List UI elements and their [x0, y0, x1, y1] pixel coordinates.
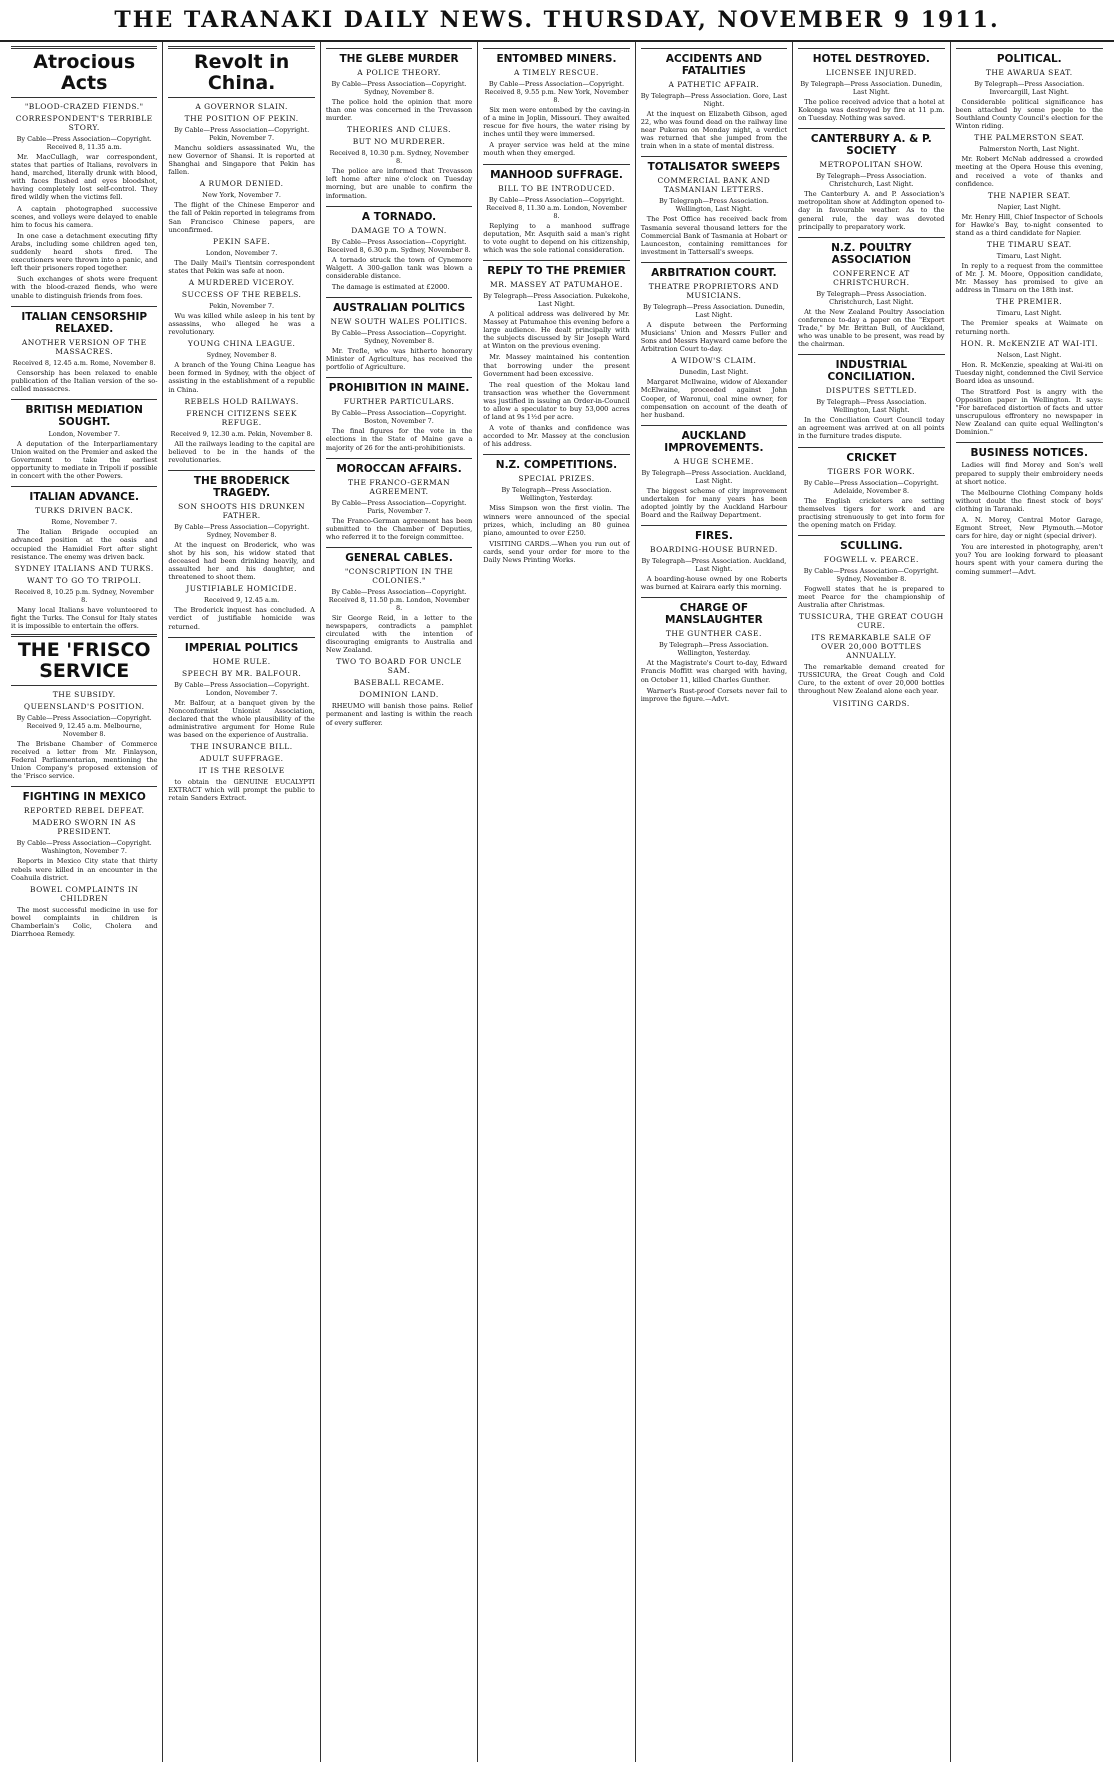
article-paragraph: Warner's Rust-proof Corsets never fail to improve the figure.—Advt. [640, 686, 788, 703]
dateline: Timaru, Last Night. [996, 309, 1062, 318]
dateline: Timaru, Last Night. [996, 252, 1062, 261]
article-paragraph: A tornado struck the town of Cynemore Walgett. A 300-gallon tank was blown a considerable distance. [325, 255, 473, 280]
article-subhead: MR. MASSEY AT PATUMAHOE. [490, 279, 623, 289]
article-subhead: REBELS HOLD RAILWAYS. [184, 396, 299, 406]
article-paragraph: The damage is estimated at £2000. [331, 282, 450, 291]
dateline: By Telegraph—Press Association. Dunedin, Last Night. [800, 80, 943, 96]
dateline: By Cable—Press Association—Copyright. Pekin, November 7. [174, 126, 310, 142]
article-headline: CRICKET [798, 447, 944, 464]
article-subhead: "CONSCRIPTION IN THE COLONIES." [344, 566, 454, 585]
article-subhead: "BLOOD-CRAZED FIENDS." [24, 102, 144, 111]
article-paragraph: RHEUMO will banish those pains. Relief permanent and lasting is within the reach of every sufferer. [325, 702, 473, 727]
article-paragraph: The police are informed that Trevasson left home after nine o'clock on Tuesday morning, but are unable to confirm the information. [325, 167, 473, 200]
article-paragraph: Sir George Reid, in a letter to the newspapers, contradicts a pamphlet circulated with the intention of discouraging emigrants to Australia and New Zealand. [325, 613, 473, 655]
article-subhead: FOGWELL v. PEARCE. [823, 554, 919, 564]
dateline: By Cable—Press Association—Copyright. Sydney, November 8. [174, 522, 310, 539]
article-subhead: BASEBALL RECAME. [353, 678, 445, 688]
article-paragraph: The Canterbury A. and P. Association's metropolitan show at Addington opened to-day in favourable weather. As to the general rule, the day was devoted principally to preparatory work. [798, 190, 945, 231]
article-paragraph: Replying to a manhood suffrage deputation, Mr. Asquith said a man's right to vote ought to depend on his citizenship, which was the sole rational consideration. [483, 221, 630, 254]
article-subhead: THE TIMARU SEAT. [986, 240, 1072, 250]
article-paragraph: Mr. Trefle, who was hitherto honorary Minister of Agriculture, has received the portfolio of Agriculture. [325, 347, 473, 372]
dateline: By Telegraph—Press Association. Wellington, Last Night. [658, 197, 769, 214]
article-subhead: FURTHER PARTICULARS. [343, 397, 455, 407]
article-paragraph: The Daily Mail's Tientsin correspondent states that Pekin was safe at noon. [168, 258, 315, 275]
article-subhead: NEW SOUTH WALES POLITICS. [330, 317, 468, 327]
article-headline: MOROCCAN AFFAIRS. [326, 458, 472, 475]
article-subhead: A MURDERED VICEROY. [188, 277, 295, 287]
dateline: Sydney, November 8. [206, 351, 277, 360]
article-headline: GENERAL CABLES. [326, 547, 472, 564]
article-headline: ITALIAN ADVANCE. [11, 486, 157, 503]
article-headline: CANTERBURY A. & P. SOCIETY [798, 128, 944, 157]
article-subhead: TURKS DRIVEN BACK. [35, 506, 134, 516]
dateline: By Cable—Press Association—Copyright. Received 8, 9.55 p.m. New York, November 8. [484, 80, 629, 104]
article-paragraph: At the Magistrate's Court to-day, Edward Francis Moffitt was charged with having, on October 11, killed Charles Gunther. [640, 659, 788, 684]
masthead [0, 0, 1114, 42]
dateline: Received 9, 12.30 a.m. Pekin, November 8. [170, 429, 313, 438]
dateline: Dunedin, Last Night. [679, 368, 749, 377]
section-headline: Revolt in China. [168, 46, 314, 98]
article-paragraph: Wu was killed while asleep in his tent by assassins, who alleged he was a revolutionary. [168, 311, 315, 337]
dateline: Rome, November 7. [51, 518, 118, 527]
article-subhead: THE POSITION OF PEKIN. [184, 114, 299, 123]
article-subhead: HON. R. McKENZIE AT WAI-ITI. [960, 338, 1098, 348]
dateline: By Cable—Press Association—Copyright. London, November 7. [174, 680, 310, 697]
article-paragraph: At the New Zealand Poultry Association conference to-day a paper on the "Export Trade," by Mr. Brittan Bull, of Auckland, who was unable to be present, was read by the chairman. [798, 307, 945, 349]
column-4 [478, 42, 635, 1762]
article-headline: THE GLEBE MURDER [326, 48, 472, 65]
article-paragraph: Hon. R. McKenzie, speaking at Wai-iti on Tuesday night, condemned the Civil Service Board idea as unsound. [955, 360, 1103, 385]
article-subhead: SPECIAL PRIZES. [518, 474, 595, 484]
article-subhead: A RUMOR DENIED. [199, 179, 284, 189]
dateline: Received 8, 12.45 a.m. Rome, November 8. [12, 358, 156, 367]
article-paragraph: A branch of the Young China League has been formed in Sydney, with the object of assisting in the establishment of a republic in China. [168, 361, 315, 394]
article-paragraph: A captain photographed successive scenes, and volleys were delayed to enable him to focus his camera. [11, 204, 158, 229]
dateline: By Cable—Press Association—Copyright. Paris, November 7. [331, 498, 467, 515]
article-paragraph: The remarkable demand created for TUSSICURA, the Great Cough and Cold Cure, to the extent of over 20,000 bottles throughout New Zealand alone each year. [798, 663, 945, 696]
dateline: By Cable—Press Association—Copyright. Sydney, November 8. [331, 80, 467, 96]
article-paragraph: A political address was delivered by Mr. Massey at Patumahoe this evening before a large audience. He dealt principally with the subjects discussed by Sir Joseph Ward at Winton on the previous evening. [483, 309, 630, 351]
article-subhead: THE SUBSIDY. [52, 690, 116, 699]
article-subhead: A TIMELY RESCUE. [514, 68, 599, 77]
article-paragraph: The Stratford Post is angry with the Opposition paper in Wellington. It says: "For barefaced distortion of facts and utter unscrupulous effrontery no newspaper in New Zealand can quite equal Wellington's Dominion." [955, 387, 1103, 437]
article-paragraph: At the inquest on Elizabeth Gibson, aged 22, who was found dead on the railway line near Pukerau on Monday night, a verdict was returned that she jumped from the train when in a state of mental distress. [640, 110, 788, 151]
article-subhead: THE INSURANCE BILL. [190, 742, 293, 752]
article-subhead: THEORIES AND CLUES. [347, 125, 452, 135]
article-subhead: BUT NO MURDERER. [352, 137, 446, 147]
article-paragraph: Mr. Massey maintained his contention that borrowing under the present Government had been excessive. [483, 353, 630, 378]
dateline: By Cable—Press Association—Copyright. Received 8, 6.30 p.m. Sydney, November 8. [327, 237, 471, 254]
article-subhead: A GOVERNOR SLAIN. [195, 102, 288, 111]
column-6 [793, 42, 950, 1762]
dateline: By Cable—Press Association—Copyright. Washington, November 7. [16, 839, 152, 856]
article-paragraph: Ladies will find Morey and Son's well prepared to supply their embroidery needs at short notice. [955, 461, 1103, 486]
article-subhead: YOUNG CHINA LEAGUE. [187, 339, 296, 349]
article-headline: ARBITRATION COURT. [641, 262, 787, 279]
article-subhead: BOARDING-HOUSE BURNED. [650, 545, 778, 555]
section-headline: Atrocious Acts [11, 46, 157, 98]
dateline: Pekin, November 7. [209, 301, 275, 310]
article-paragraph: Mr. MacCullagh, war correspondent, states that parties of Italians, revolvers in hand, marched, literally drunk with blood, with faces flushed and eyes bloodshot, having completely lost self-control. They fired wildly when the victims fell. [11, 153, 158, 202]
dateline: By Telegraph—Press Association. Christchurch, Last Night. [816, 289, 927, 306]
article-subhead: BILL TO BE INTRODUCED. [498, 183, 615, 193]
article-paragraph: A boarding-house owned by one Roberts was burned at Kairara early this morning. [640, 575, 788, 592]
article-subhead: TIGERS FOR WORK. [827, 466, 916, 476]
section-headline: THE 'FRISCO SERVICE [11, 634, 157, 686]
article-subhead: DISPUTES SETTLED. [825, 386, 917, 396]
article-paragraph: Mr. Robert McNab addressed a crowded meeting at the Opera House this evening, and received a vote of thanks and confidence. [955, 155, 1103, 188]
article-subhead: METROPOLITAN SHOW. [819, 160, 924, 170]
article-headline: N.Z. COMPETITIONS. [483, 454, 629, 471]
article-headline: BRITISH MEDIATION SOUGHT. [11, 399, 157, 428]
article-paragraph: A prayer service was held at the mine mouth when they emerged. [483, 141, 630, 158]
article-paragraph: The Franco-German agreement has been submitted to the Chamber of Deputies, who referred it to the foreign committee. [325, 516, 473, 541]
newspaper-page [6, 42, 1108, 1762]
dateline: By Cable—Press Association—Copyright. Adelaide, November 8. [803, 478, 939, 495]
article-subhead: REPORTED REBEL DEFEAT. [23, 806, 145, 816]
column-3 [321, 42, 478, 1762]
dateline: Nelson, Last Night. [997, 350, 1062, 359]
article-subhead: MADERO SWORN IN AS PRESIDENT. [32, 818, 137, 837]
article-subhead: JUSTIFIABLE HOMICIDE. [186, 584, 298, 594]
article-headline: TOTALISATOR SWEEPS [641, 156, 787, 173]
article-subhead: ITS REMARKABLE SALE OF OVER 20,000 BOTTLES ANNUALLY. [811, 633, 932, 661]
article-subhead: THE FRANCO-GERMAN AGREEMENT. [347, 477, 451, 496]
dateline: By Telegraph—Press Association. Wellington, Last Night. [816, 398, 927, 415]
article-paragraph: Miss Simpson won the first violin. The winners were announced of the special prizes, which, including an 80 guinea piano, amounted to over £250. [483, 504, 630, 537]
article-paragraph: A. N. Morey, Central Motor Garage, Egmont Street, New Plymouth.—Motor cars for hire, day or night (special driver). [955, 516, 1103, 541]
article-paragraph: to obtain the GENUINE EUCALYPTI EXTRACT which will prompt the public to retain Sanders Extract. [168, 778, 315, 803]
dateline: Received 9, 12.45 a.m. [204, 596, 280, 605]
article-subhead: PEKIN SAFE. [213, 236, 271, 246]
article-subhead: VISITING CARDS. [832, 698, 910, 708]
article-subhead: LICENSEE INJURED. [825, 68, 917, 77]
article-paragraph: All the railways leading to the capital are believed to be in the hands of the revolutionaries. [168, 439, 315, 464]
article-subhead: ANOTHER VERSION OF THE MASSACRES. [21, 337, 147, 356]
dateline: Napier, Last Night. [997, 202, 1061, 211]
column-1 [6, 42, 163, 1762]
dateline: London, November 7. [48, 429, 120, 438]
dateline: By Cable—Press Association—Copyright. Received 8, 11.30 a.m. London, November 8. [486, 195, 627, 220]
dateline: By Cable—Press Association—Copyright. Received 9, 12.45 a.m. Melbourne, November 8. [16, 714, 152, 738]
article-paragraph: The real question of the Mokau land transaction was whether the Government was justified in issuing an Order-in-Council to allow a speculator to buy 53,000 acres of land at 9s 1½d per acre. [483, 380, 630, 422]
dateline: Received 8, 10.25 p.m. Sydney, November 8. [14, 587, 154, 604]
dateline: By Telegraph—Press Association. Auckland, Last Night. [641, 557, 787, 574]
article-paragraph: Fogwell states that he is prepared to meet Pearce for the championship of Australia after Christmas. [798, 584, 945, 610]
article-paragraph: The biggest scheme of city improvement undertaken for many years has been adopted jointly by the Auckland Harbour Board and the Railway Department. [640, 486, 788, 520]
dateline: By Cable—Press Association—Copyright. Sydney, November 8. [803, 566, 939, 583]
article-subhead: QUEENSLAND'S POSITION. [23, 702, 145, 711]
dateline: By Telegraph—Press Association. Gore, Last Night. [640, 92, 788, 108]
article-headline: ENTOMBED MINERS. [483, 48, 629, 65]
column-5 [636, 42, 793, 1762]
article-subhead: WANT TO GO TO TRIPOLI. [26, 575, 142, 585]
dateline: Palmerston North, Last Night. [979, 145, 1080, 154]
article-subhead: THE AWARUA SEAT. [985, 68, 1073, 77]
dateline: By Telegraph—Press Association. Invercargill, Last Night. [974, 80, 1085, 96]
article-paragraph: The final figures for the vote in the elections in the State of Maine gave a majority of 26 for the anti-prohibitionists. [325, 427, 473, 452]
article-headline: AUSTRALIAN POLITICS [326, 297, 472, 314]
article-subhead: THE NAPIER SEAT. [987, 190, 1071, 200]
article-paragraph: Manchu soldiers assassinated Wu, the new Governor of Shansi. It is reported at Shanghai and Singapore that Pekin has fallen. [168, 144, 315, 177]
newspaper-masthead-title: THE TARANAKI DAILY NEWS. THURSDAY, NOVEMBER 9 1911. [114, 7, 1000, 33]
article-paragraph: The flight of the Chinese Emperor and the fall of Pekin reported in telegrams from San Francisco Chinese papers, are unconfirmed. [168, 201, 315, 234]
article-paragraph: In reply to a request from the committee of Mr. J. M. Moore, Opposition candidate, Mr. Massey has promised to give an address in Timaru on the 18th inst. [955, 262, 1103, 295]
article-paragraph: The English cricketers are setting themselves tigers for work and are practising strenuously to get into form for the opening match on Friday. [798, 496, 945, 529]
article-headline: SCULLING. [798, 535, 944, 552]
article-paragraph: Censorship has been relaxed to enable publication of the Italian version of the so-called massacres. [11, 368, 158, 393]
article-subhead: SON SHOOTS HIS DRUNKEN FATHER. [178, 501, 306, 520]
article-headline: FIGHTING IN MEXICO [11, 786, 157, 803]
article-subhead: A PATHETIC AFFAIR. [668, 80, 760, 89]
article-subhead: HOME RULE. [212, 656, 271, 666]
article-paragraph: The most successful medicine in use for bowel complaints in children is Chamberlain's Colic, Cholera and Diarrhoea Remedy. [11, 905, 158, 939]
article-subhead: SPEECH BY MR. BALFOUR. [182, 668, 302, 678]
article-headline: INDUSTRIAL CONCILIATION. [798, 354, 944, 383]
article-subhead: COMMERCIAL BANK AND TASMANIAN LETTERS. [657, 176, 771, 195]
article-paragraph: At the inquest on Broderick, who was shot by his son, his widow stated that deceased had been drinking heavily, and assaulted her and his daughter, and threatened to shoot them. [168, 540, 315, 582]
article-subhead: A WIDOW'S CLAIM. [671, 356, 757, 366]
article-subhead: DOMINION LAND. [359, 690, 439, 700]
article-paragraph: The Broderick inquest has concluded. A verdict of justifiable homicide was returned. [168, 606, 315, 631]
article-subhead: TUSSICURA, THE GREAT COUGH CURE. [798, 612, 944, 631]
article-paragraph: Reports in Mexico City state that thirty rebels were killed in an encounter in the Coahuila district. [11, 857, 158, 882]
article-paragraph: Considerable political significance has been attached by some people to the Southland County Council's election for the Winton riding. [955, 98, 1103, 131]
article-headline: PROHIBITION IN MAINE. [326, 377, 472, 394]
dateline: New York, November 7. [202, 191, 281, 200]
article-headline: AUCKLAND IMPROVEMENTS. [641, 425, 787, 454]
dateline: By Telegraph—Press Association. Christchurch, Last Night. [816, 172, 927, 189]
article-paragraph: Mr. Henry Hill, Chief Inspector of Schools for Hawke's Bay, to-night consented to stand as a third candidate for Napier. [955, 212, 1103, 237]
article-subhead: SYDNEY ITALIANS AND TURKS. [14, 563, 154, 573]
article-subhead: THE GUNTHER CASE. [665, 629, 762, 639]
article-headline: IMPERIAL POLITICS [168, 637, 314, 654]
article-paragraph: Margaret McIlwaine, widow of Alexander McElwaine, proceeded against John Cooper, of Waronui, coal mine owner, for compensation on account of the death of her husband. [640, 378, 788, 419]
article-subhead: DAMAGE TO A TOWN. [351, 225, 447, 235]
article-subhead: CONFERENCE AT CHRISTCHURCH. [832, 268, 910, 287]
article-paragraph: The Post Office has received back from Tasmania several thousand letters for the Commercial Bank of Tasmania at Hobart or Launceston, containing remittances for investment in Tattersall's sweeps. [640, 215, 788, 256]
article-paragraph: The Brisbane Chamber of Commerce received a letter from Mr. Finlayson, Federal Parliamentarian, mentioning the Union Company's proposed extension of the 'Frisco service. [11, 740, 158, 781]
dateline: By Cable—Press Association—Copyright. Boston, November 7. [331, 409, 467, 426]
article-headline: POLITICAL. [956, 48, 1103, 65]
article-paragraph: Many local Italians have volunteered to fight the Turks. The Consul for Italy states it is impossible to entertain the offers. [11, 605, 158, 630]
dateline: By Cable—Press Association—Copyright. Received 8, 11.50 p.m. London, November 8. [328, 587, 470, 612]
article-paragraph: The Melbourne Clothing Company holds without doubt the finest stock of boys' clothing in Taranaki. [955, 488, 1103, 513]
dateline: By Cable—Press Association—Copyright. Received 8, 11.35 a.m. [16, 135, 152, 151]
article-subhead: IT IS THE RESOLVE [198, 766, 285, 776]
dateline: By Telegraph—Press Association. Wellington, Yesterday. [658, 641, 769, 658]
dateline: Received 8, 10.30 p.m. Sydney, November 8. [329, 149, 469, 166]
article-headline: ITALIAN CENSORSHIP RELAXED. [11, 306, 157, 335]
dateline: By Telegraph—Press Association. Pukekohe, Last Night. [483, 291, 630, 308]
article-subhead: THEATRE PROPRIETORS AND MUSICIANS. [648, 281, 780, 300]
article-paragraph: Mr. Balfour, at a banquet given by the Nonconformist Unionist Association, declared that the whole plausibility of the administrative argument for Home Rule was based on the experience of Australia. [168, 698, 315, 739]
article-paragraph: A vote of thanks and confidence was accorded to Mr. Massey at the conclusion of his address. [483, 424, 630, 449]
article-subhead: A POLICE THEORY. [357, 68, 441, 77]
article-subhead: CORRESPONDENT'S TERRIBLE STORY. [15, 114, 153, 132]
article-headline: CHARGE OF MANSLAUGHTER [641, 597, 787, 626]
dateline: By Cable—Press Association—Copyright. Sydney, November 8. [331, 329, 467, 346]
column-7 [951, 42, 1108, 1762]
article-headline: BUSINESS NOTICES. [956, 442, 1103, 459]
article-headline: HOTEL DESTROYED. [798, 48, 944, 65]
dateline: By Telegraph—Press Association. Auckland, Last Night. [641, 468, 787, 485]
article-paragraph: The Italian Brigade occupied an advanced position at the oasis and occupied the Hamidiel Fort after slight resistance. The enemy was driven back. [11, 528, 158, 561]
article-headline: ACCIDENTS AND FATALITIES [641, 48, 787, 77]
article-paragraph: The Premier speaks at Waimate on returning north. [955, 319, 1103, 336]
article-paragraph: The police received advice that a hotel at Kokonga was destroyed by fire at 11 p.m. on Tuesday. Nothing was saved. [798, 98, 945, 123]
article-subhead: SUCCESS OF THE REBELS. [181, 289, 302, 299]
article-paragraph: Six men were entombed by the caving-in of a mine in Joplin, Missouri. They awaited rescue for five hours, the water rising by inches until they were immersed. [483, 106, 630, 139]
article-subhead: BOWEL COMPLAINTS IN CHILDREN [29, 884, 139, 903]
article-headline: THE BRODERICK TRAGEDY. [168, 470, 314, 499]
article-headline: A TORNADO. [326, 206, 472, 223]
article-subhead: FRENCH CITIZENS SEEK REFUGE. [186, 408, 297, 427]
article-paragraph: VISITING CARDS.—When you run out of cards, send your order for more to the Daily News Printing Works. [483, 539, 630, 564]
article-paragraph: A deputation of the Interparliamentary Union waited on the Premier and asked the Government to take the earliest opportunity to mediate in Tripoli if possible in concert with the other Powers. [11, 439, 158, 481]
article-paragraph: Such exchanges of shots were frequent with the blood-crazed fiends, who were unable to distinguish friends from foes. [11, 275, 158, 300]
article-headline: MANHOOD SUFFRAGE. [483, 164, 629, 181]
article-headline: FIRES. [641, 525, 787, 542]
article-subhead: ADULT SUFFRAGE. [199, 754, 284, 764]
dateline: London, November 7. [205, 248, 278, 257]
article-headline: REPLY TO THE PREMIER [483, 260, 629, 277]
article-paragraph: A dispute between the Performing Musicians' Union and Messrs Fuller and Sons and Messrs Hayward came before the Arbitration Court to-day. [640, 320, 788, 354]
article-paragraph: In the Conciliation Court Council today an agreement was arrived at on all points in the furniture trades dispute. [798, 416, 945, 441]
article-subhead: A HUGE SCHEME. [673, 456, 754, 466]
article-paragraph: The police hold the opinion that more than one was concerned in the Trevasson murder. [325, 98, 473, 123]
article-headline: N.Z. POULTRY ASSOCIATION [798, 237, 944, 266]
article-subhead: TWO TO BOARD FOR UNCLE SAM. [336, 657, 462, 676]
column-2 [163, 42, 320, 1762]
article-paragraph: In one case a detachment executing fifty Arabs, including some children aged ten, suddenly heard shots fired. The executioners were thrown into a panic, and left their prisoners roped together. [11, 231, 158, 273]
article-subhead: THE PALMERSTON SEAT. [974, 133, 1085, 143]
dateline: By Telegraph—Press Association. Wellington, Yesterday. [501, 486, 612, 503]
dateline: By Telegraph—Press Association. Dunedin, Last Night. [642, 302, 785, 319]
article-paragraph: You are interested in photography, aren't you? You are looking forward to pleasant hours spent with your camera during the coming summer!—Advt. [955, 543, 1103, 576]
article-subhead: THE PREMIER. [996, 297, 1063, 307]
